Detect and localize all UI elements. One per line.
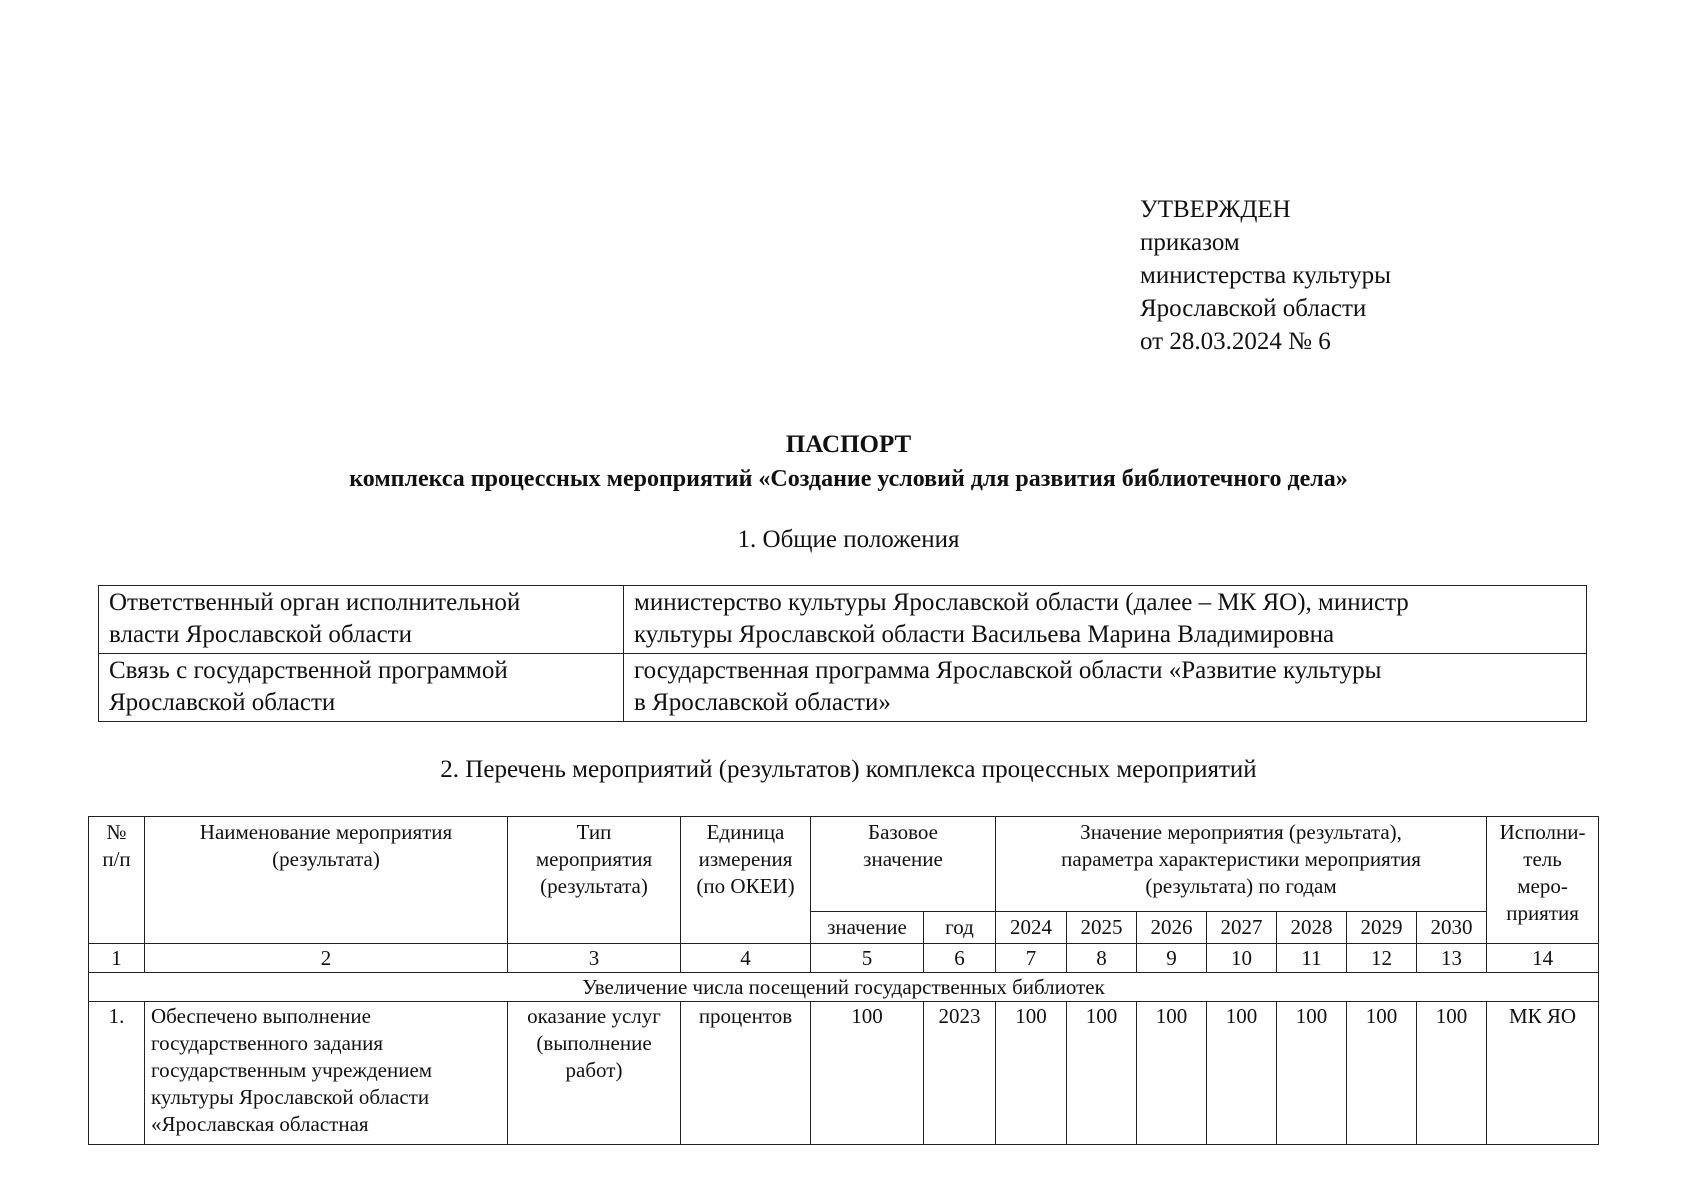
- label-line: Ответственный орган исполнительной: [109, 589, 521, 616]
- label-line: Ярославской области: [109, 689, 336, 716]
- approval-block: [1140, 193, 1391, 358]
- column-number: 2: [145, 944, 508, 973]
- row-year-value: 100: [1067, 1002, 1137, 1145]
- row-year-value: 100: [1277, 1002, 1347, 1145]
- approval-line-4: Ярославской области: [1140, 295, 1367, 322]
- header-line: №: [106, 820, 127, 844]
- approval-line-3: министерства культуры: [1140, 262, 1391, 289]
- type-line: оказание услуг: [527, 1004, 661, 1028]
- general-row-label: [99, 586, 624, 654]
- document-subtitle: комплекса процессных мероприятий «Создание условий для развития библиотечного дела»: [349, 466, 1348, 492]
- name-line: Обеспечено выполнение: [151, 1004, 371, 1028]
- header-base-year: год: [924, 912, 996, 944]
- measures-table: [88, 816, 1599, 1145]
- row-name: [145, 1002, 508, 1145]
- column-number: 14: [1487, 944, 1599, 973]
- column-number: 9: [1137, 944, 1207, 973]
- section-1-heading: 1. Общие положения: [737, 526, 960, 553]
- header-values: [996, 817, 1487, 912]
- header-year: 2029: [1347, 912, 1417, 944]
- header-line: измерения: [698, 847, 793, 871]
- header-line: тель: [1523, 847, 1562, 871]
- row-executor: МК ЯО: [1487, 1002, 1599, 1145]
- header-year: 2030: [1417, 912, 1487, 944]
- header-line: Значение мероприятия (результата),: [1080, 820, 1402, 844]
- header-line: меро-: [1517, 874, 1568, 898]
- type-line: (выполнение: [536, 1031, 652, 1055]
- header-year: 2028: [1277, 912, 1347, 944]
- header-line: Тип: [576, 820, 612, 844]
- column-number: 5: [811, 944, 924, 973]
- column-number: 8: [1067, 944, 1137, 973]
- name-line: культуры Ярославской области: [151, 1085, 430, 1109]
- header-name: [145, 817, 508, 944]
- row-year-value: 100: [996, 1002, 1067, 1145]
- column-number: 4: [681, 944, 811, 973]
- header-num: [89, 817, 145, 944]
- header-type: [508, 817, 681, 944]
- row-unit: процентов: [681, 1002, 811, 1145]
- general-row-value: [624, 586, 1587, 654]
- value-line: в Ярославской области»: [634, 689, 891, 716]
- label-line: Связь с государственной программой: [109, 657, 508, 684]
- approval-line-5: от 28.03.2024 № 6: [1140, 328, 1331, 355]
- column-number: 7: [996, 944, 1067, 973]
- row-base-year: 2023: [924, 1002, 996, 1145]
- approval-line-1: УТВЕРЖДЕН: [1140, 196, 1291, 223]
- header-line: Наименование мероприятия: [199, 820, 453, 844]
- header-row-top: [89, 817, 1599, 912]
- column-number: 6: [924, 944, 996, 973]
- document-title: ПАСПОРТ: [785, 431, 912, 458]
- column-number: 1: [89, 944, 145, 973]
- header-line: (по ОКЕИ): [696, 874, 795, 898]
- header-line: Исполни-: [1499, 820, 1586, 844]
- general-row: [99, 654, 1587, 722]
- name-line: государственного задания: [151, 1031, 384, 1055]
- row-year-value: 100: [1417, 1002, 1487, 1145]
- value-line: министерство культуры Ярославской области (далее – МК ЯО), министр: [634, 589, 1409, 616]
- header-line: приятия: [1506, 901, 1579, 925]
- header-base: [811, 817, 996, 912]
- row-year-value: 100: [1207, 1002, 1277, 1145]
- value-line: культуры Ярославской области Васильева Марина Владимировна: [634, 621, 1335, 648]
- table-row: [89, 1002, 1599, 1145]
- general-provisions-table: [98, 585, 1587, 722]
- section-2-heading: 2. Перечень мероприятий (результатов) комплекса процессных мероприятий: [440, 756, 1257, 783]
- general-row-label: [99, 654, 624, 722]
- group-title: Увеличение числа посещений государственных библиотек: [89, 973, 1599, 1002]
- header-line: Базовое: [868, 820, 938, 844]
- row-year-value: 100: [1347, 1002, 1417, 1145]
- row-type: [508, 1002, 681, 1145]
- general-row-value: [624, 654, 1587, 722]
- header-unit: [681, 817, 811, 944]
- header-line: параметра характеристики мероприятия: [1061, 847, 1421, 871]
- column-number: 12: [1347, 944, 1417, 973]
- header-line: п/п: [102, 847, 131, 871]
- name-line: государственным учреждением: [151, 1058, 433, 1082]
- row-year-value: 100: [1137, 1002, 1207, 1145]
- column-number: 11: [1277, 944, 1347, 973]
- header-line: (результата) по годам: [1145, 874, 1337, 898]
- value-line: государственная программа Ярославской области «Развитие культуры: [634, 657, 1382, 684]
- name-line: «Ярославская областная: [151, 1112, 369, 1136]
- type-line: работ): [565, 1058, 623, 1082]
- column-number: 13: [1417, 944, 1487, 973]
- column-number: 3: [508, 944, 681, 973]
- header-executor: [1487, 817, 1599, 944]
- label-line: власти Ярославской области: [109, 621, 412, 648]
- header-year: 2027: [1207, 912, 1277, 944]
- header-line: мероприятия: [535, 847, 653, 871]
- row-num: 1.: [89, 1002, 145, 1145]
- row-base-value: 100: [811, 1002, 924, 1145]
- header-year: 2024: [996, 912, 1067, 944]
- header-year: 2026: [1137, 912, 1207, 944]
- group-title-row: [89, 973, 1599, 1002]
- header-year: 2025: [1067, 912, 1137, 944]
- general-row: [99, 586, 1587, 654]
- header-base-value: значение: [811, 912, 924, 944]
- header-line: (результата): [540, 874, 648, 898]
- column-number: 10: [1207, 944, 1277, 973]
- column-number-row: [89, 944, 1599, 973]
- approval-line-2: приказом: [1140, 229, 1240, 256]
- header-line: Единица: [706, 820, 785, 844]
- header-line: значение: [863, 847, 943, 871]
- header-line: (результата): [272, 847, 380, 871]
